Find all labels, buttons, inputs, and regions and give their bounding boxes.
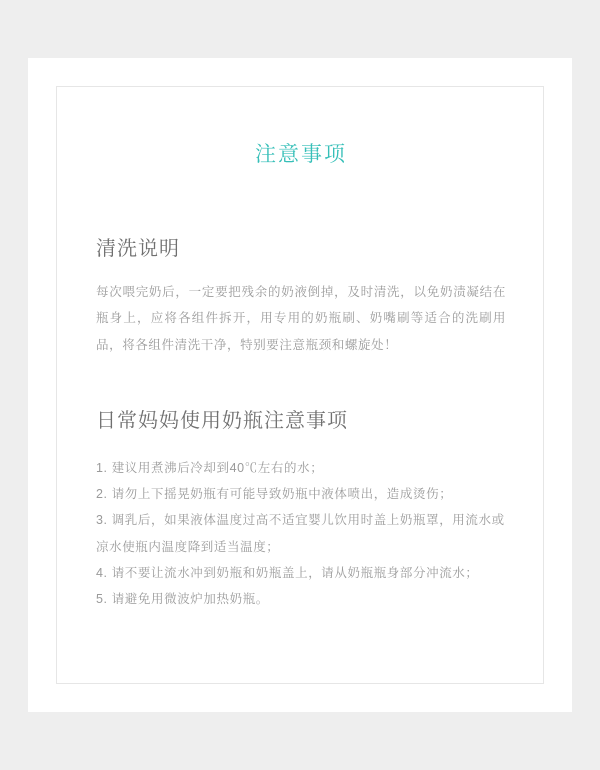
daily-usage-list (96, 455, 506, 613)
page-title: 注意事项 (255, 143, 347, 166)
section-heading-cleaning: 清洗说明 (96, 238, 180, 260)
list-item: 4. 请不要让流水冲到奶瓶和奶瓶盖上，请从奶瓶瓶身部分冲流水； (96, 565, 479, 580)
document-content (96, 138, 506, 612)
list-item: 5. 请避免用微波炉加热奶瓶。 (96, 592, 269, 606)
section-cleaning-instructions (96, 232, 506, 358)
section-heading-daily-usage: 日常妈妈使用奶瓶注意事项 (96, 409, 348, 432)
list-item: 1. 建议用煮沸后冷却到40℃左右的水； (96, 460, 324, 475)
list-item: 3. 调乳后，如果液体温度过高不适宜婴儿饮用时盖上奶瓶罩，用流水或凉水使瓶内温度降到适当温度； (96, 513, 505, 554)
document-page (28, 58, 572, 712)
list-item: 2. 请勿上下摇晃奶瓶有可能导致奶瓶中液体喷出，造成烫伤； (96, 487, 453, 501)
section-paragraph-cleaning: 每次喂完奶后，一定要把残余的奶液倒掉，及时清洗，以免奶渍凝结在瓶身上，应将各组件拆开，用专用的奶瓶刷、奶嘴刷等适合的洗刷用品，将各组件清洗干净，特别要注意瓶颈和螺旋处！ (96, 285, 506, 352)
section-daily-usage-notes (96, 404, 506, 613)
